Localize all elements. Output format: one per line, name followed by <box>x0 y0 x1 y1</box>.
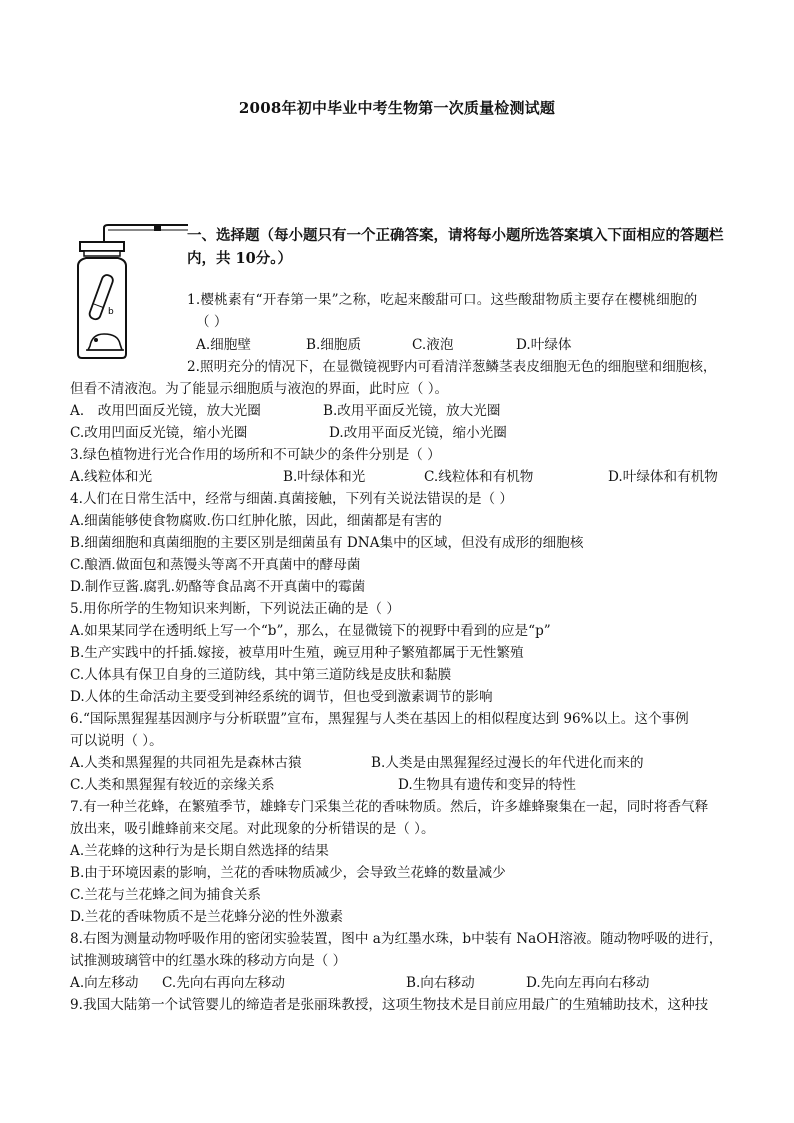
q7-stem-line1: 7.有一种兰花蜂，在繁殖季节，雄蜂专门采集兰花的香味物质。然后，许多雄蜂聚集在一起，同时将香气释 <box>70 799 709 815</box>
q4-option-d: D.制作豆酱.腐乳.奶酪等食品离不开真菌中的霉菌 <box>70 579 366 595</box>
q1-option-b: B.细胞质 <box>306 337 362 353</box>
q5-option-a: A.如果某同学在透明纸上写一个“b”，那么，在显微镜下的视野中看到的应是“p” <box>70 623 551 639</box>
q8-option-a: A.向左移动 <box>70 975 139 991</box>
section-heading-line1: 一、选择题（每小题只有一个正确答案，请将每小题所选答案填入下面相应的答题栏 <box>187 227 724 244</box>
q2-stem-line1: 2.照明充分的情况下，在显微镜视野内可看清洋葱鳞茎表皮细胞无色的细胞壁和细胞核， <box>187 359 717 375</box>
q7-option-d: D.兰花的香味物质不是兰花蜂分泌的性外激素 <box>70 909 344 925</box>
q8-stem-line2: 试推测玻璃管中的红墨水珠的移动方向是（ ） <box>70 953 347 969</box>
q8-option-c: C.先向右再向左移动 <box>162 975 285 991</box>
q3-option-d: D.叶绿体和有机物 <box>608 469 718 485</box>
q8-stem-line1: 8.右图为测量动物呼吸作用的密闭实验装置，图中 a为红墨水珠，b中装有 NaOH溶液。随动物呼吸的进行， <box>70 931 723 947</box>
q6-option-a: A.人类和黑猩猩的共同祖先是森林古猿 <box>70 755 302 771</box>
q6-stem-line2: 可以说明（ ）。 <box>70 733 163 749</box>
q7-stem-line2: 放出来，吸引雌蜂前来交尾。对此现象的分析错误的是（ ）。 <box>70 821 435 837</box>
q1-blank: （ ） <box>196 314 228 330</box>
q6-option-c: C.人类和黑猩猩有较近的亲缘关系 <box>70 777 275 793</box>
respiration-apparatus-figure <box>60 222 190 362</box>
q2-option-d: D.改用平面反光镜，缩小光圈 <box>329 425 507 441</box>
q5-option-d: D.人体的生命活动主要受到神经系统的调节，但也受到激素调节的影响 <box>70 689 493 705</box>
q1-stem: 1.樱桃素有“开春第一果”之称，吃起来酸甜可口。这些酸甜物质主要存在樱桃细胞的 <box>187 292 698 308</box>
q3-option-c: C.线粒体和有机物 <box>424 469 534 485</box>
q2-option-c: C.改用凹面反光镜，缩小光圈 <box>70 425 248 441</box>
q7-option-a: A.兰花蜂的这种行为是长期自然选择的结果 <box>70 843 329 859</box>
q2-option-a: A． 改用凹面反光镜，放大光圈 <box>70 403 261 419</box>
q7-option-b: B.由于环境因素的影响，兰花的香味物质减少，会导致兰花蜂的数量减少 <box>70 865 506 881</box>
q3-stem: 3.绿色植物进行光合作用的场所和不可缺少的条件分别是（ ） <box>70 447 441 463</box>
jar-apparatus-icon <box>60 222 190 362</box>
q3-option-b: B.叶绿体和光 <box>283 469 366 485</box>
q5-option-b: B.生产实践中的扦插.嫁接，被草用叶生殖，豌豆用种子繁殖都属于无性繁殖 <box>70 645 524 661</box>
q5-option-c: C.人体具有保卫自身的三道防线，其中第三道防线是皮肤和黏膜 <box>70 667 452 683</box>
q6-option-d: D.生物具有遗传和变异的特性 <box>398 777 576 793</box>
q1-option-a: A.细胞壁 <box>196 337 251 353</box>
q4-stem: 4.人们在日常生活中，经常与细菌.真菌接触，下列有关说法错误的是（ ） <box>70 491 514 507</box>
q1-option-c: C.液泡 <box>412 337 454 353</box>
section-heading-line2: 内，共 10分。） <box>187 250 292 267</box>
q6-option-b: B.人类是由黑猩猩经过漫长的年代进化而来的 <box>371 755 644 771</box>
q2-stem-line2: 但看不清液泡。为了能显示细胞质与液泡的界面，此时应（ ）。 <box>70 381 449 397</box>
q4-option-a: A.细菌能够使食物腐败.伤口红肿化脓，因此，细菌都是有害的 <box>70 513 442 529</box>
q7-option-c: C.兰花与兰花蜂之间为捕食关系 <box>70 887 261 903</box>
section-heading <box>187 224 727 270</box>
q4-option-c: C.酿酒.做面包和蒸馒头等离不开真菌中的酵母菌 <box>70 557 361 573</box>
q8-option-d: D.先向左再向右移动 <box>526 975 650 991</box>
q6-stem-line1: 6.“国际黑猩猩基因测序与分析联盟”宣布，黑猩猩与人类在基因上的相似程度达到 96%以上。这个事例 <box>70 711 689 727</box>
q9-stem-line1: 9.我国大陆第一个试管婴儿的缔造者是张丽珠教授，这项生物技术是目前应用最广的生殖辅助技术，这种技 <box>70 997 709 1013</box>
q1-option-d: D.叶绿体 <box>516 337 572 353</box>
q4-option-b: B.细菌细胞和真菌细胞的主要区别是细菌虽有 DNA集中的区域，但没有成形的细胞核 <box>70 535 584 551</box>
figure-label-b: b <box>108 307 114 317</box>
q5-stem: 5.用你所学的生物知识来判断，下列说法正确的是（ ） <box>70 601 400 617</box>
page-title: 2008年初中毕业中考生物第一次质量检测试题 <box>238 99 556 117</box>
q3-option-a: A.线粒体和光 <box>70 469 153 485</box>
q2-option-b: B.改用平面反光镜，放大光圈 <box>323 403 501 419</box>
q8-option-b: B.向右移动 <box>406 975 475 991</box>
